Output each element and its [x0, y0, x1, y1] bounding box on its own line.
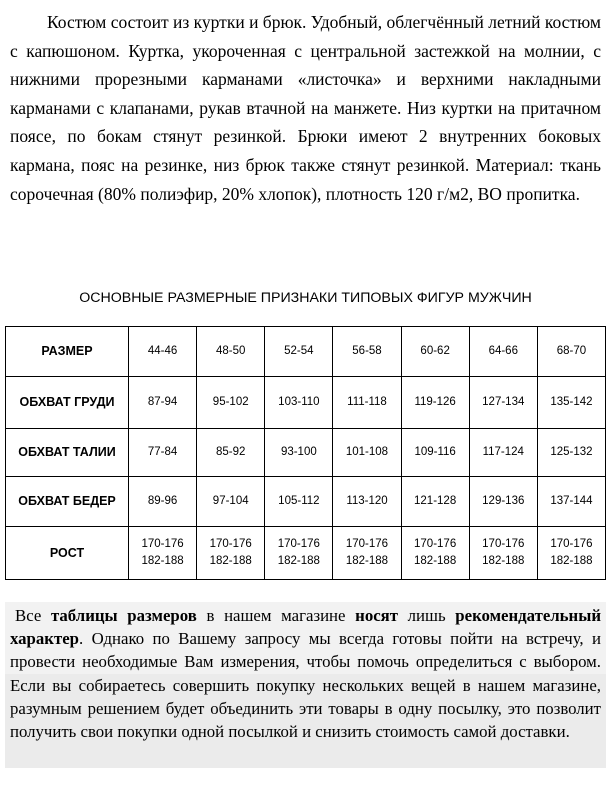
row-label-size: РАЗМЕР [6, 327, 129, 377]
table-cell [265, 527, 333, 580]
height-range-1: 170-176 [482, 538, 525, 550]
table-cell [401, 527, 469, 580]
row-label-hips: ОБХВАТ БЕДЕР [6, 477, 129, 527]
table-cell: 127-134 [469, 377, 537, 429]
table-cell: 129-136 [469, 477, 537, 527]
height-range-2: 182-188 [414, 555, 457, 567]
table-cell: 89-96 [129, 477, 197, 527]
table-cell: 52-54 [265, 327, 333, 377]
table-row-height [6, 527, 606, 580]
height-range-2: 182-188 [482, 555, 525, 567]
table-cell: 95-102 [197, 377, 265, 429]
note-emphasis: носят [355, 606, 398, 625]
table-cell: 119-126 [401, 377, 469, 429]
height-range-1: 170-176 [414, 538, 457, 550]
size-table [5, 326, 606, 580]
table-cell: 56-58 [333, 327, 401, 377]
table-cell: 113-120 [333, 477, 401, 527]
row-label-waist: ОБХВАТ ТАЛИИ [6, 429, 129, 477]
table-cell: 97-104 [197, 477, 265, 527]
row-label-height: РОСТ [6, 527, 129, 580]
height-range-2: 182-188 [277, 555, 320, 567]
row-label-chest: ОБХВАТ ГРУДИ [6, 377, 129, 429]
table-cell: 77-84 [129, 429, 197, 477]
table-cell: 117-124 [469, 429, 537, 477]
table-cell: 48-50 [197, 327, 265, 377]
table-cell: 87-94 [129, 377, 197, 429]
note-emphasis: рекомендательный характер [10, 606, 601, 649]
table-row-hips [6, 477, 606, 527]
table-cell [469, 527, 537, 580]
table-title: ОСНОВНЫЕ РАЗМЕРНЫЕ ПРИЗНАКИ ТИПОВЫХ ФИГУР МУЖЧИН [79, 290, 532, 306]
table-cell: 125-132 [537, 429, 605, 477]
table-cell [197, 527, 265, 580]
table-cell: 103-110 [265, 377, 333, 429]
height-range-2: 182-188 [209, 555, 252, 567]
table-cell: 60-62 [401, 327, 469, 377]
table-cell: 111-118 [333, 377, 401, 429]
table-cell: 105-112 [265, 477, 333, 527]
height-range-1: 170-176 [277, 538, 320, 550]
height-range-1: 170-176 [141, 538, 184, 550]
table-cell: 68-70 [537, 327, 605, 377]
table-cell: 137-144 [537, 477, 605, 527]
note-text: в нашем магазине [196, 606, 356, 625]
height-range-2: 182-188 [550, 555, 593, 567]
table-cell: 101-108 [333, 429, 401, 477]
height-range-2: 182-188 [345, 555, 389, 567]
table-cell [537, 527, 605, 580]
note-emphasis: таблицы размеров [50, 606, 197, 625]
height-range-1: 170-176 [345, 538, 389, 550]
note-text: . Однако по Вашему запросу мы всегда готовы пойти на встречу, и провести необходимые Вам измерения, чтобы помочь определиться с выбором. Если вы собираетесь совершить покупку нескольких вещей в нашем магазине, разумным решением будет объединить эти товары в одну посылку, это позволит получить свои покупки одной посылкой и снизить стоимость самой доставки. [10, 629, 601, 742]
table-cell: 93-100 [265, 429, 333, 477]
table-cell [333, 527, 401, 580]
table-cell: 64-66 [469, 327, 537, 377]
height-range-2: 182-188 [141, 555, 184, 567]
table-cell: 85-92 [197, 429, 265, 477]
table-row-waist [6, 429, 606, 477]
height-range-1: 170-176 [209, 538, 252, 550]
note-paragraph [10, 604, 601, 743]
height-range-1: 170-176 [550, 538, 593, 550]
note-text: Все [15, 606, 51, 625]
table-row-size [6, 327, 606, 377]
description-paragraph: Костюм состоит из куртки и брюк. Удобный, облегчённый летний костюм с капюшоном. Куртка, укороченная с центральной застежкой на молнии, с нижними прорезными карманами «листочка» и верхними накладными карманами с клапанами, рукав втачной на манжете. Низ куртки на притачном поясе, по бокам стянут резинкой. Брюки имеют 2 внутренних боковых кармана, пояс на резинке, низ брюк также стянут резинкой. Материал: ткань сорочечная (80% полиэфир, 20% хлопок), плотность 120 г/м2, ВО пропитка. [10, 12, 601, 204]
table-cell: 44-46 [129, 327, 197, 377]
table-cell: 121-128 [401, 477, 469, 527]
table-cell: 109-116 [401, 429, 469, 477]
table-row-chest [6, 377, 606, 429]
table-cell [129, 527, 197, 580]
table-cell: 135-142 [537, 377, 605, 429]
note-text: лишь [398, 606, 456, 625]
